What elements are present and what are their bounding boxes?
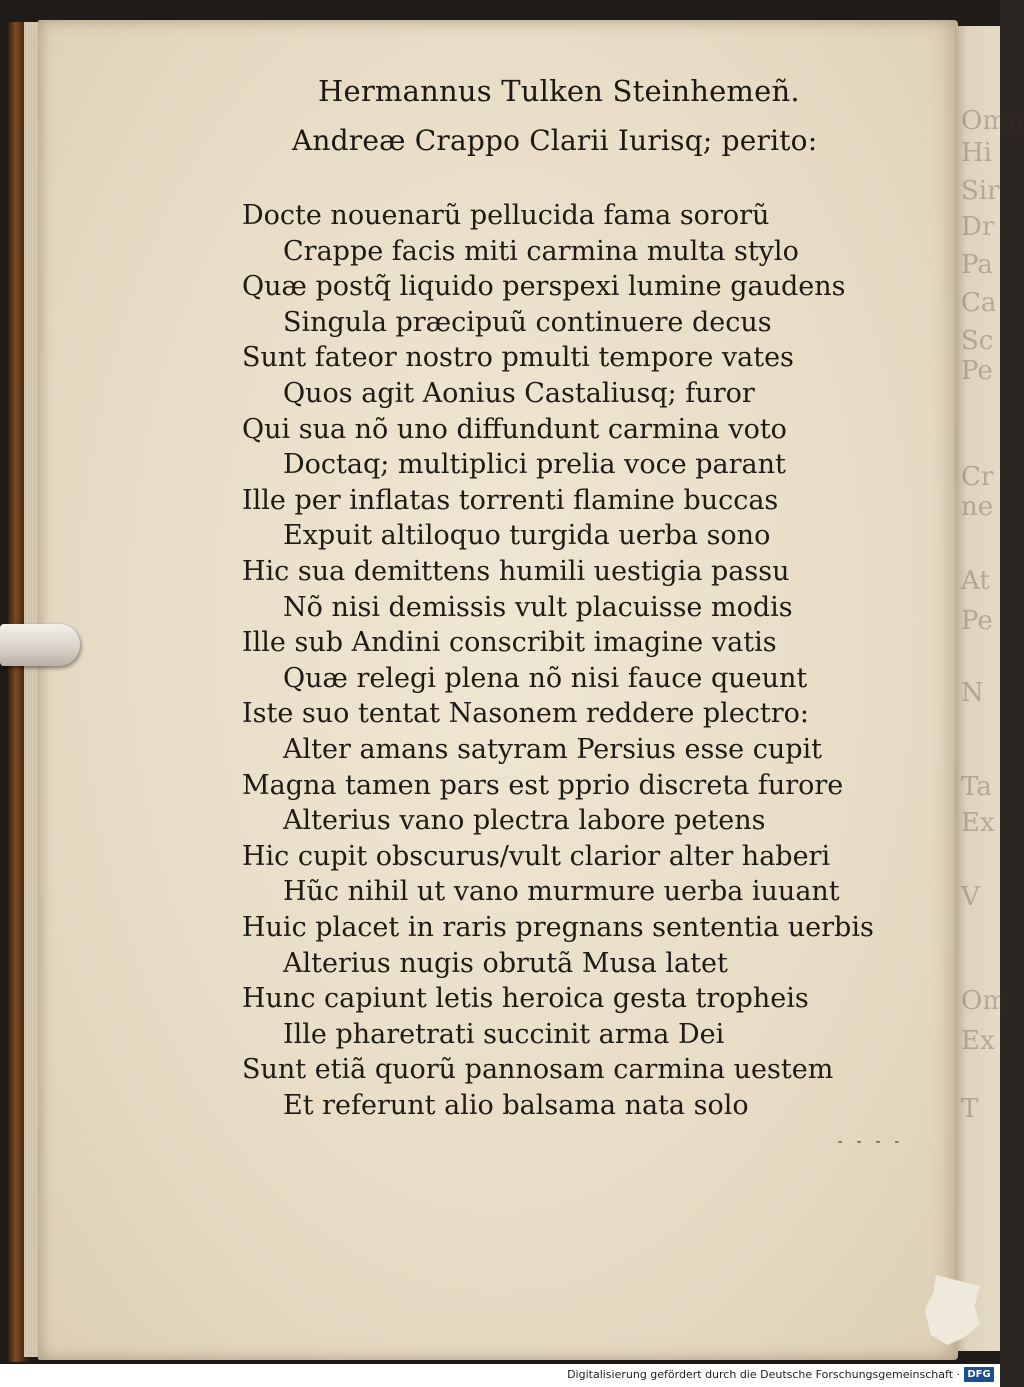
footer-bar [0,1364,1000,1387]
ghost-line: V [961,882,980,912]
ghost-line: Sc [961,326,994,356]
ghost-line: Ex [961,808,995,838]
poem-line: Quos agit Aonius Castaliusq; furor [283,378,755,409]
poem-line: Alter amans satyram Persius esse cupit [283,734,823,765]
poem-line: Magna tamen pars est pprio discreta furore [242,769,844,801]
ghost-line: Om [961,986,1007,1016]
ghost-line: Hi [961,138,992,168]
author-heading: Hermannus Tulken Steinhemeñ. [318,74,800,108]
poem-line: Ille per inflatas torrenti flamine buccas [242,484,779,516]
ghost-line: Ta [961,772,992,802]
ghost-line: Pe [961,356,993,386]
ghost-line: ne [961,492,994,522]
dfg-logo[interactable]: DFG [964,1367,994,1382]
poem-line: Nõ nisi demissis vult placuisse modis [283,591,793,623]
ghost-line: Dr [961,212,995,242]
poem-line: Crappe facis miti carmina multa stylo [283,235,799,267]
poem-line: Ille sub Andini conscribit imagine vatis [242,627,777,659]
poem-line: Quæ relegi plena nõ nisi fauce queunt [283,662,808,694]
poem-line: Qui sua nõ uno diffundunt carmina voto [242,413,787,445]
ghost-line: N [961,678,984,708]
poem-line: Hic sua demittens humili uestigia passu [242,556,790,587]
poem-line: Expuit altiloquo turgida uerba sono [283,520,771,552]
ghost-line: At [961,566,990,596]
ghost-line: Ca [961,288,997,318]
poem-line: Singula præcipuũ continuere decus [283,306,772,338]
ghost-line: Omn [961,106,1024,136]
ghost-line: Ex [961,1026,995,1056]
poem-line: Iste suo tentat Nasonem reddere plectro: [242,698,810,730]
dedication-heading: Andreæ Crappo Clarii Iurisq; perito: [292,124,818,157]
poem-line: Et referunt alio balsama nata solo [283,1090,749,1121]
ink-specks: - - - - [836,1134,903,1150]
ghost-line: T [961,1094,979,1124]
poem-line: Hũc nihil ut vano murmure uerba iuuant [283,876,840,908]
poem-line: Doctaq; multiplici prelia voce parant [283,449,786,481]
poem-line: Sunt fateor nostro pmulti tempore vates [242,342,794,374]
poem-line: Hunc capiunt letis heroica gesta tropheis [242,983,809,1015]
ghost-line: Pe [961,606,993,636]
poem-line: Alterius vano plectra labore petens [283,805,766,837]
ghost-line: Pa [961,250,993,280]
poem-line: Huic placet in raris pregnans sententia uerbis [242,912,874,943]
ghost-line: Sir [961,176,1000,206]
footer-credit: Digitalisierung gefördert durch die Deutsche Forschungsgemeinschaft · [567,1368,960,1381]
poem-line: Quæ postq̃ liquido perspexi lumine gaudens [242,271,846,303]
poem-line: Alterius nugis obrutã Musa latet [283,947,728,979]
poem-line: Ille pharetrati succinit arma Dei [283,1018,725,1050]
poem-line: Sunt etiã quorũ pannosam carmina uestem [242,1054,834,1086]
ghost-line: Cr [961,462,994,492]
poem-line: Hic cupit obscurus/vult clarior alter haberi [242,840,831,872]
poem-line: Docte nouenarũ pellucida fama sororũ [242,200,770,231]
